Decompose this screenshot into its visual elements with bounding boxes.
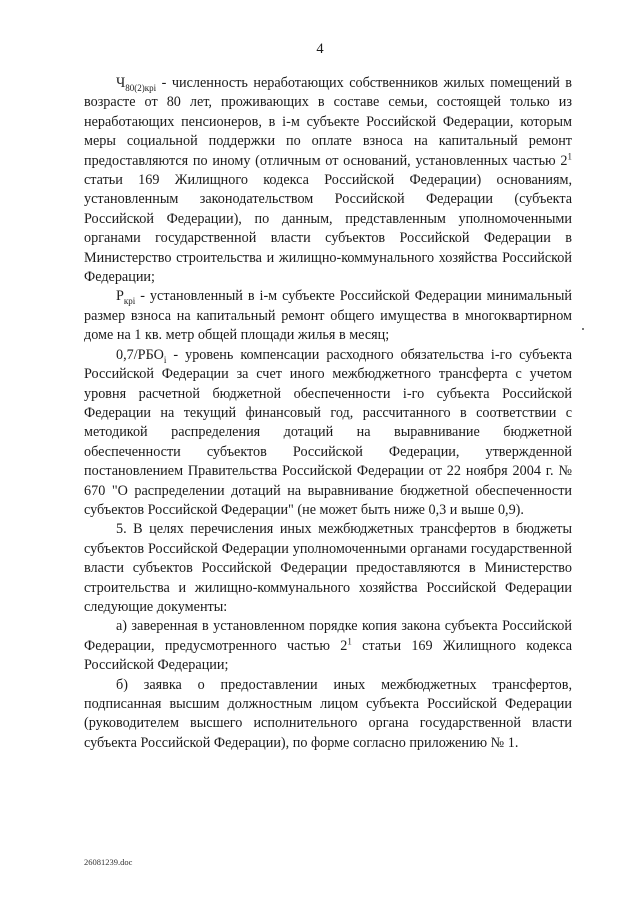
paragraph-rkr [84,287,572,345]
term-ch80-subscript: 80(2)крi [125,82,157,93]
term-rkr-subscript: крi [123,296,136,307]
term-rbo-subscript: i [163,354,167,365]
superscript-1: 1 [567,150,572,161]
paragraph-item-a-text: а) заверенная в установленном порядке копия закона субъекта Российской Федерации, предусмотренного частью 2 [84,618,572,654]
paragraph-ch80 [84,74,572,287]
term-rkr: Р [116,288,124,305]
superscript-1: 1 [347,636,352,647]
paragraph-item-a-text-cont: статьи 169 Жилищного кодекса Российской Федерации; [84,637,572,674]
paragraph-ch80-text-cont: статьи 169 Жилищного кодекса Российской Федерации) основаниям, установленным законодательством Российской Федерации (субъекта Российской Федерации), по данным, представленным уполномоченными органами государственной власти субъектов Российской Федерации в Министерство строительства и жилищно-коммунального хозяйства Российской Федерации; [84,172,572,286]
paragraph-rbo [84,346,572,521]
paragraph-rkr-text: - установленный в i-м субъекте Российской Федерации минимальный размер взноса на капитальный ремонт общего имущества в многоквартирном доме на 1 кв. метр общей площади жилья в месяц; [84,288,572,344]
scan-speck [582,328,584,330]
term-ch80: Ч [116,75,126,91]
footer-doc-code: 26081239.doc [84,857,133,867]
paragraph-item-a [84,617,572,675]
page-number: 4 [316,41,324,57]
paragraph-rbo-text: - уровень компенсации расходного обязательства i-го субъекта Российской Федерации за счет иного межбюджетного трансферта с учетом уровня расчетной бюджетной обеспеченности i-го субъекта Российской Федерации на текущий финансовый год, рассчитанного в соответствии с методикой распределения дотаций на выравнивание бюджетной обеспеченности субъектов Российской Федерации, утвержденной постановлением Правительства Российской Федерации от 22 ноября 2004 г. № 670 "О распределении дотаций на выравнивание бюджетной обеспеченности субъектов Российской Федерации" (не может быть ниже 0,3 и выше 0,9). [84,346,572,518]
paragraph-item-b: б) заявка о предоставлении иных межбюджетных трансфертов, подписанная высшим должностным лицом субъекта Российской Федерации (руководителем высшего исполнительного органа государственной власти субъекта Российской Федерации), по форме согласно приложению № 1. [84,676,572,751]
paragraph-ch80-text: - численность неработающих собственников жилых помещений в возрасте от 80 лет, проживающих в составе семьи, состоящей только из неработающих пенсионеров, в i-м субъекте Российской Федерации, которым меры социальной поддержки по оплате взноса на капитальный ремонт предоставляются по иному (отличным от оснований, установленных частью 2 [84,75,572,169]
paragraph-item-5: 5. В целях перечисления иных межбюджетных трансфертов в бюджеты субъектов Российской Федерации уполномоченными органами государственной власти субъектов Российской Федерации предоставляются в Министерство строительства и жилищно-коммунального хозяйства Российской Федерации следующие документы: [84,521,572,615]
term-rbo: 0,7/РБО [116,346,164,363]
document-body [84,74,572,753]
